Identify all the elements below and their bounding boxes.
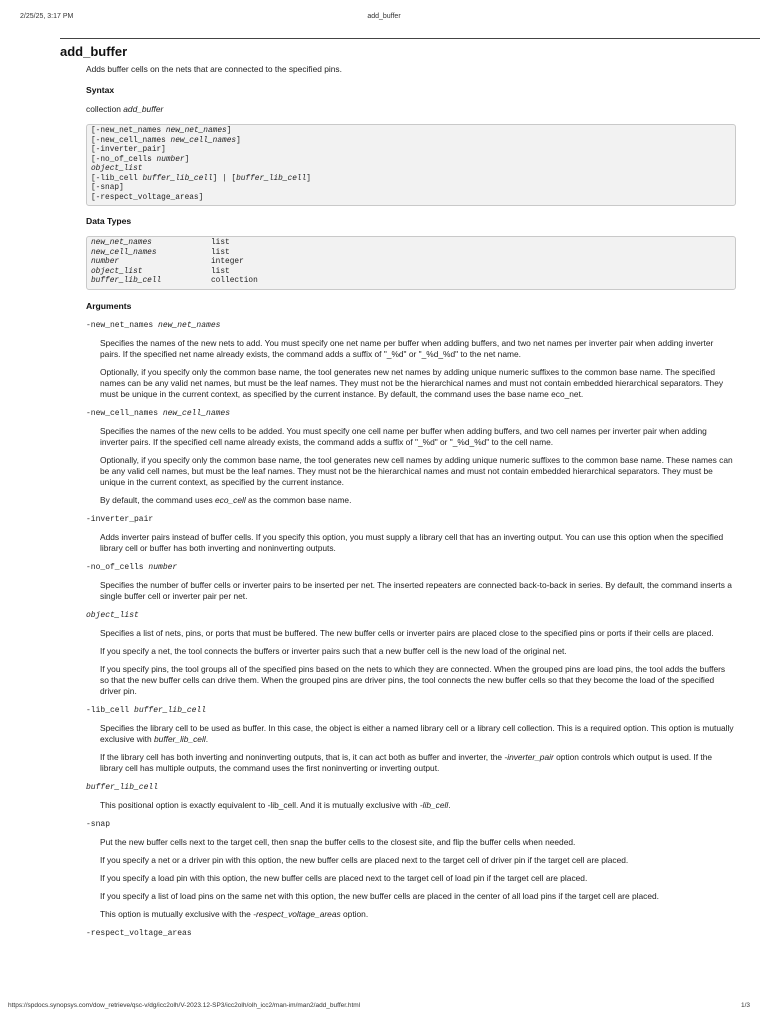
- syntax-line: [-lib_cell buffer_lib_cell ] | [ buffer_lib_cell ]: [91, 174, 311, 183]
- arguments-heading: Arguments: [86, 300, 132, 311]
- data-types-table: [86, 236, 736, 290]
- syntax-code-block: [86, 124, 736, 206]
- option-new-cell-names-desc: [86, 426, 736, 506]
- data-types-heading: Data Types: [86, 216, 132, 226]
- syntax-heading: Syntax: [86, 85, 115, 95]
- main-column: [86, 64, 736, 939]
- print-footer: [8, 1002, 750, 1012]
- data-type-row: number integer: [91, 258, 244, 266]
- page-title: add_buffer: [60, 44, 128, 59]
- print-header: [20, 13, 748, 23]
- paragraph: Optionally, if you specify only the common base name, the tool generates new net names by adding unique numeric suffixes to the common base name. The specified names can be any valid net names, but must be the leaf names. They must not be the hierarchical names and must not contain embedded hierarchical separators. They must be unique in the current context, as specified by the current instance. By default, the command uses the base name eco_net.: [100, 366, 724, 399]
- option-new-net-names-desc: [86, 338, 736, 400]
- paragraph: Specifies the number of buffer cells or inverter pairs to be inserted per net. The inserted repeaters are connected back-to-back in series. By default, the command inserts a single buffer cell or inverter pair per net.: [100, 579, 732, 601]
- option-new-net-names: -new_net_names new_net_names: [86, 320, 221, 330]
- page-number: 1/3: [740, 1002, 750, 1009]
- document-content: [60, 38, 760, 938]
- paragraph: If you specify pins, the tool groups all of the specified pins based on the nets to which they are connected. When the grouped pins are load pins, the tool adds the buffers so that the new buffer cells can drive them. When the grouped pins are driver pins, the tool connects the new buffer cells so that they become the load of the specified driver pin.: [100, 663, 726, 696]
- paragraph: Put the new buffer cells next to the target cell, then snap the buffer cells to the closest site, and flip the buffer cells when needed.: [100, 836, 576, 847]
- data-type-row: new_net_names list: [91, 239, 230, 247]
- syntax-return: [86, 104, 736, 115]
- data-type-row: object_list list: [91, 267, 230, 276]
- source-url: https://spdocs.synopsys.com/dow_retrieve/qsc-v/dg/icc2olh/V-2023.12-SP3/icc2olh/olh_icc2/man-im/man2/add_buffer.html: [8, 1002, 361, 1009]
- paragraph: This positional option is exactly equivalent to -lib_cell. And it is mutually exclusive with -lib_cell.: [100, 799, 451, 810]
- syntax-line: [-new_net_names new_net_names ]: [91, 127, 232, 135]
- paragraph: Specifies the names of the new nets to add. You must specify one net name per buffer when adding buffers, and two net names per inverter pair when adding inverter pairs. If the specified net name already exists, the command adds a suffix of "_%d" or "_%d_%d" to the net name.: [100, 337, 714, 359]
- option-inverter-pair-desc: [86, 532, 736, 554]
- paragraph: If you specify a load pin with this option, the new buffer cells are placed next to the target cell of load pin if the target cell are placed.: [100, 872, 588, 883]
- command-description: Adds buffer cells on the nets that are connected to the specified pins.: [86, 64, 342, 74]
- return-type: collection: [86, 104, 121, 114]
- option-buffer-lib-cell: buffer_lib_cell: [86, 782, 159, 792]
- paragraph: This option is mutually exclusive with the -respect_voltage_areas option.: [100, 908, 369, 919]
- option-inverter-pair: -inverter_pair: [86, 514, 154, 524]
- option-no-of-cells: -no_of_cells number: [86, 562, 178, 572]
- option-no-of-cells-desc: [86, 580, 736, 602]
- option-snap-desc: [86, 837, 736, 920]
- data-type-row: new_cell_names list: [91, 248, 230, 257]
- syntax-line: [-snap]: [91, 184, 124, 192]
- print-title: add_buffer: [367, 13, 401, 20]
- paragraph: Specifies the library cell to be used as buffer. In this case, the object is either a named library cell or a library cell collection. This is a required option. This option is mutually exclusive with buffer_lib_cell.: [100, 722, 734, 744]
- option-object-list-desc: [86, 628, 736, 697]
- paragraph: Specifies a list of nets, pins, or ports that must be buffered. The new buffer cells or inverter pairs are placed close to the specified pins or ports if their cells are placed.: [100, 627, 714, 638]
- command-name: add_buffer: [123, 104, 164, 114]
- syntax-line: object_list: [91, 165, 143, 173]
- option-buffer-lib-cell-desc: [86, 800, 736, 811]
- option-snap: -snap: [86, 819, 111, 829]
- paragraph: If you specify a list of load pins on the same net with this option, the new buffer cells are placed in the center of all load pins if the target cell are placed.: [100, 890, 659, 901]
- option-object-list: object_list: [86, 610, 139, 620]
- paragraph: Adds inverter pairs instead of buffer cells. If you specify this option, you must supply a library cell that has an inverting output. You can use this option when the specified library cell or buffer has both inverting and noninverting outputs.: [100, 531, 724, 553]
- option-lib-cell: -lib_cell buffer_lib_cell: [86, 705, 207, 715]
- paragraph: If the library cell has both inverting and noninverting outputs, that is, it can act both as buffer and inverter, the -inverter_pair option controls which output is used. If the library cell has multiple outputs, the command uses the first noninverting or inverting output.: [100, 751, 713, 773]
- paragraph: By default, the command uses eco_cell as the common base name.: [100, 494, 352, 505]
- title-rule: [60, 38, 760, 39]
- option-new-cell-names: -new_cell_names new_cell_names: [86, 408, 231, 418]
- syntax-line: [-no_of_cells number ]: [91, 155, 190, 164]
- option-respect-voltage-areas: -respect_voltage_areas: [86, 928, 192, 938]
- print-date: 2/25/25, 3:17 PM: [20, 13, 74, 20]
- syntax-line: [-respect_voltage_areas]: [91, 193, 204, 202]
- paragraph: If you specify a net or a driver pin with this option, the new buffer cells are placed next to the target cell of driver pin if the target cell are placed.: [100, 854, 629, 865]
- data-type-row: buffer_lib_cell collection: [91, 277, 258, 285]
- syntax-line: [-inverter_pair]: [91, 146, 166, 154]
- option-lib-cell-desc: [86, 723, 736, 774]
- paragraph: Optionally, if you specify only the common base name, the tool generates new cell names by adding unique numeric suffixes to the common base name. These names can be any valid cell names, but must be the leaf names. They must not be the hierarchical names and must not contain embedded hierarchical separators. They must be unique in the current context, as specified by the current instance.: [100, 454, 733, 487]
- paragraph: Specifies the names of the new cells to be added. You must specify one cell name per buffer when adding buffers, and two cell names per inverter pair when adding inverter pairs. If the specified cell name already exists, the command adds a suffix of "_%d" or "_%d_%d" to the cell name.: [100, 425, 707, 447]
- syntax-line: [-new_cell_names new_cell_names ]: [91, 136, 241, 145]
- paragraph: If you specify a net, the tool connects the buffers or inverter pairs such that a new buffer cell is the new load of the original net.: [100, 645, 567, 656]
